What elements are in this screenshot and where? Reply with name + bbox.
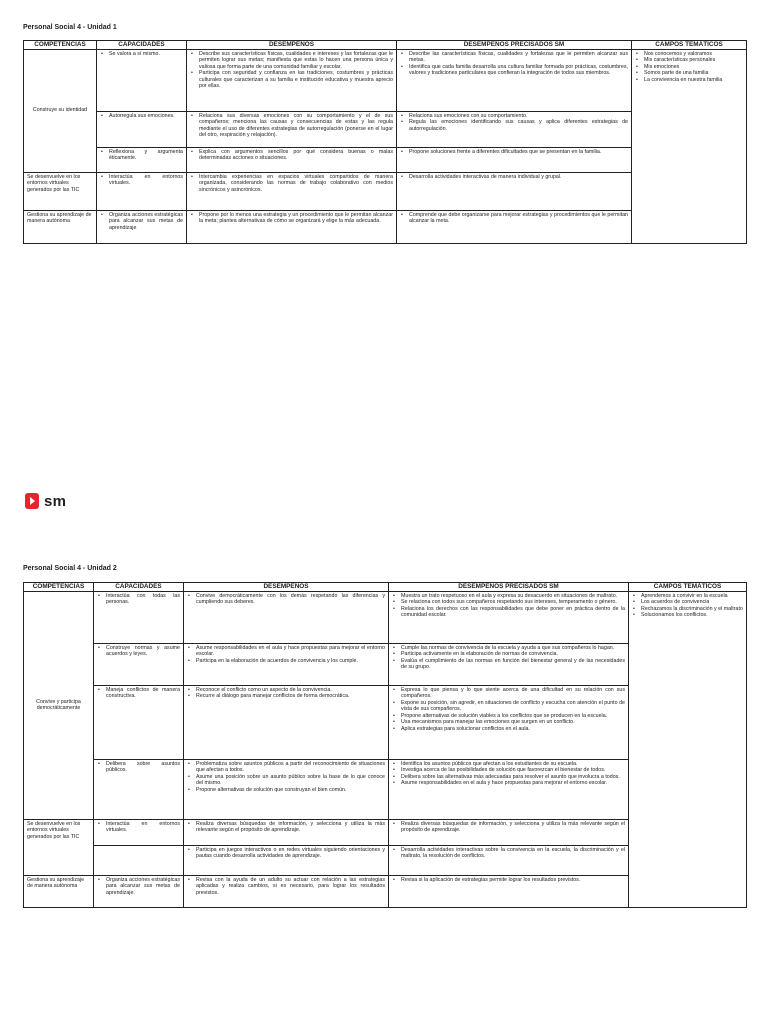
header-desempenos: DESEMPEÑOS [184,583,389,592]
list-item: • Los acuerdos de convivencia [641,599,743,605]
list-item: • Explica con argumentos sencillos por qué considera buenas o malas determinadas acciones o situaciones. [199,149,393,162]
capacidad-cell [94,760,184,820]
list-item: • Evalúa el cumplimiento de las normas en función del bienestar general y de las necesidades de su grupo. [401,658,625,671]
unidad2-table [23,582,747,908]
precisados-cell [389,876,629,908]
header-desempenos: DESEMPEÑOS [187,41,397,50]
precisados-cell [389,644,629,686]
competencia-cell: Se desenvuelve en los entornos virtuales generados por las TIC [24,820,94,876]
list-item: • Describe las características físicas, cualidades y fortalezas que le permiten alcanzar sus metas. [409,51,628,64]
list-item: • Comprende que debe organizarse para mejorar estrategias y procedimientos que le permitan alcanzar la meta. [409,212,628,225]
capacidad-cell [97,173,187,211]
precisados-cell [389,592,629,644]
capacidad-cell [97,112,187,148]
competencia-cell: Se desenvuelve en los entornos virtuales generados por las TIC [24,173,97,211]
capacidad-cell [97,148,187,173]
list-item: • Identifica los asuntos públicos que afectan a los estudiantes de su escuela. [401,761,625,767]
unidad1-title: Personal Social 4 - Unidad 1 [23,24,117,31]
list-item: • Participa en juegos interactivos o en redes virtuales siguiendo orientaciones y pautas cuando desarrolla actividades de aprendizaje. [196,847,385,860]
header-competencias: COMPETENCIAS [24,41,97,50]
capacidad-cell [94,876,184,908]
list-item: • Asume responsabilidades en el aula y hace propuestas para mejorar el entorno escolar. [196,645,385,658]
list-item: • Asume responsabilidades en el aula y hace propuestas para mejorar el entorno escolar. [401,780,625,786]
list-item: • Construye normas y asume acuerdos y leyes. [106,645,180,658]
sm-logo-text: sm [44,492,67,510]
list-item: • Realiza diversas búsquedas de información, y selecciona y utiliza la más relevante según el propósito de aprendizaje. [196,821,385,834]
campos-cell [629,592,747,908]
list-item: • Organiza acciones estratégicas para alcanzar sus metas de aprendizaje [109,212,183,231]
desempenos-cell [184,686,389,760]
precisados-cell [389,760,629,820]
list-item: • Participa activamente en la elaboración de normas de convivencia. [401,651,625,657]
list-item: • La convivencia en nuestra familia [644,77,743,83]
list-item: • Delibera sobre asuntos públicos. [106,761,180,774]
competencia-cell: Construye su identidad [24,50,97,173]
list-item: • Interactúa en entornos virtuales. [106,821,180,834]
list-item: • Revisa si la aplicación de estrategias permite lograr los resultados previstos. [401,877,625,883]
list-item: • Participa con seguridad y confianza en las tradiciones, costumbres y prácticas culturales que caracterizan a su familia e institución educativa y muestra aprecio por ellas. [199,70,393,89]
desempenos-cell [187,173,397,211]
list-item: • Propone por lo menos una estrategia y un procedimiento que le permitan alcanzar la meta; plantea alternativas de cómo se organizará y elige la más adecuada. [199,212,393,225]
list-item: • Se relaciona con todos sus compañeros respetando sus intereses, temperamento o género. [401,599,625,605]
desempenos-cell [187,112,397,148]
header-capacidades: CAPACIDADES [94,583,184,592]
list-item: • Desarrolla actividades interactivas de manera individual y grupal. [409,174,628,180]
precisados-cell [397,173,632,211]
list-item: • Propone alternativas de solución que construyan el bien común. [196,787,385,793]
list-item: • Rechazamos la discriminación y el maltrato [641,606,743,612]
capacidad-cell [94,644,184,686]
list-item: • Expone su posición, sin agredir, en situaciones de conflicto y escucha con atención el punto de vista de sus compañeros. [401,700,625,713]
list-item: • Maneja conflictos de manera constructiva. [106,687,180,700]
list-item: • Asume una posición sobre un asunto público sobre la base de lo que conoce del mismo. [196,774,385,787]
capacidad-cell [97,211,187,244]
desempenos-cell [184,820,389,846]
unidad2-title: Personal Social 4 - Unidad 2 [23,565,117,572]
list-item: • Problematiza sobre asuntos públicos a partir del reconocimiento de situaciones que afectan a todos. [196,761,385,774]
precisados-cell [397,148,632,173]
competencia-cell: Gestiona su aprendizaje de manera autónoma [24,876,94,908]
desempenos-cell [187,50,397,112]
precisados-cell [389,846,629,876]
list-item: • Nos conocemos y valoramos [644,51,743,57]
competencia-cell: Convive y participa democráticamente [24,592,94,820]
list-item: • Convive democráticamente con los demás respetando las diferencias y cumpliendo sus deberes. [196,593,385,606]
precisados-cell [397,50,632,112]
header-desempenos-precisados: DESEMPEÑOS PRECISADOS SM [397,41,632,50]
header-campos-tematicos: CAMPOS TEMÁTICOS [629,583,747,592]
sm-logo-mark-icon [25,493,39,509]
precisados-cell [397,211,632,244]
header-campos-tematicos: CAMPOS TEMÁTICOS [632,41,747,50]
unidad1-table [23,40,747,244]
precisados-cell [389,820,629,846]
list-item: • Recurre al diálogo para manejar conflictos de forma democrática. [196,693,385,699]
list-item: • Expresa lo que piensa y lo que siente acerca de una dificultad en su relación con sus compañeros. [401,687,625,700]
desempenos-cell [187,148,397,173]
list-item: • Mis emociones [644,64,743,70]
desempenos-cell [184,876,389,908]
list-item: • Describe sus características físicas, cualidades e intereses y las fortalezas que le permiten lograr sus metas; manifiesta que estas lo hacen una persona única y valiosa que forma parte de una comunidad familiar y escolar. [199,51,393,70]
sm-logo [25,491,66,511]
list-item: • Interactúa con todas las personas. [106,593,180,606]
desempenos-cell [184,644,389,686]
desempenos-cell [184,760,389,820]
list-item: • Interactúa en entornos virtuales. [109,174,183,187]
list-item: • Muestra un trato respetuoso en el aula y expresa su desacuerdo en situaciones de maltrato. [401,593,625,599]
list-item: • Reflexiona y argumenta éticamente. [109,149,183,162]
list-item: • Identifica que cada familia desarrolla una cultura familiar formada por prácticas, costumbres, valores y tradiciones particulares que confieran la integración de todos sus miembros. [409,64,628,77]
competencia-cell: Gestiona su aprendizaje de manera autónoma [24,211,97,244]
list-item: • Participa en la elaboración de acuerdos de convivencia y los cumple. [196,658,385,664]
desempenos-cell [184,846,389,876]
list-item: • Somos parte de una familia [644,70,743,76]
list-item: • Propone soluciones frente a diferentes dificultades que se presentan en la familia. [409,149,628,155]
desempenos-cell [187,211,397,244]
list-item: • Intercambia experiencias en espacios virtuales compartidos de manera organizada, considerando las normas de trabajo colaborativo con medios sincrónicos y asincrónicos. [199,174,393,193]
capacidad-cell [94,686,184,760]
list-item: • Relaciona sus diversas emociones con su comportamiento y el de sus compañeros; menciona las causas y consecuencias de estas y las regula mediante el uso de diferentes estrategias de autorregulación (ponerse en el lugar del otro, respiración y relajación). [199,113,393,139]
header-desempenos-precisados: DESEMPEÑOS PRECISADOS SM [389,583,629,592]
list-item: • Propone alternativas de solución viables a los conflictos que se producen en la escuela. [401,713,625,719]
list-item: • Relaciona los derechos con las responsabilidades que debe poner en práctica dentro de la comunidad escolar. [401,606,625,619]
campos-cell [632,50,747,244]
list-item: • Mis características personales [644,57,743,63]
capacidad-cell [94,820,184,846]
list-item: • Aprendemos a convivir en la escuela [641,593,743,599]
capacidad-cell [97,50,187,112]
precisados-cell [397,112,632,148]
list-item: • Autorregula sus emociones. [109,113,183,119]
capacidad-cell [94,592,184,644]
list-item: • Se valora a sí mismo. [109,51,183,57]
list-item: • Desarrolla actividades interactivas sobre la convivencia en la escuela, la discriminación y el maltrato, la resolución de conflictos. [401,847,625,860]
list-item: • Revisa con la ayuda de un adulto su actuar con relación a las estrategias aplicadas y realiza cambios, si es necesario, para lograr los resultados previstos. [196,877,385,896]
header-capacidades: CAPACIDADES [97,41,187,50]
capacidad-cell [94,846,184,876]
list-item: • Aplica estrategias para solucionar conflictos en el aula. [401,726,625,732]
list-item: • Cumple las normas de convivencia de la escuela y ayuda a que sus compañeros lo hagan. [401,645,625,651]
list-item: • Realiza diversas búsquedas de información, y selecciona y utiliza la más relevante según el propósito de aprendizaje. [401,821,625,834]
list-item: • Relaciona sus emociones con su comportamiento. [409,113,628,119]
list-item: • Solucionamos los conflictos. [641,612,743,618]
precisados-cell [389,686,629,760]
list-item: • Usa mecanismos para manejar las emociones que surgen en un conflicto. [401,719,625,725]
list-item: • Reconoce el conflicto como un aspecto de la convivencia. [196,687,385,693]
desempenos-cell [184,592,389,644]
header-competencias: COMPETENCIAS [24,583,94,592]
list-item: • Delibera sobre las alternativas más adecuadas para resolver el asunto que involucra a todos. [401,774,625,780]
list-item: • Investiga acerca de las posibilidades de solución que favorezcan el bienestar de todos. [401,767,625,773]
list-item: • Organiza acciones estratégicas para alcanzar sus metas de aprendizaje. [106,877,180,896]
list-item: • Regula las emociones identificando sus causas y aplica diferentes estrategias de autorregulación. [409,119,628,132]
